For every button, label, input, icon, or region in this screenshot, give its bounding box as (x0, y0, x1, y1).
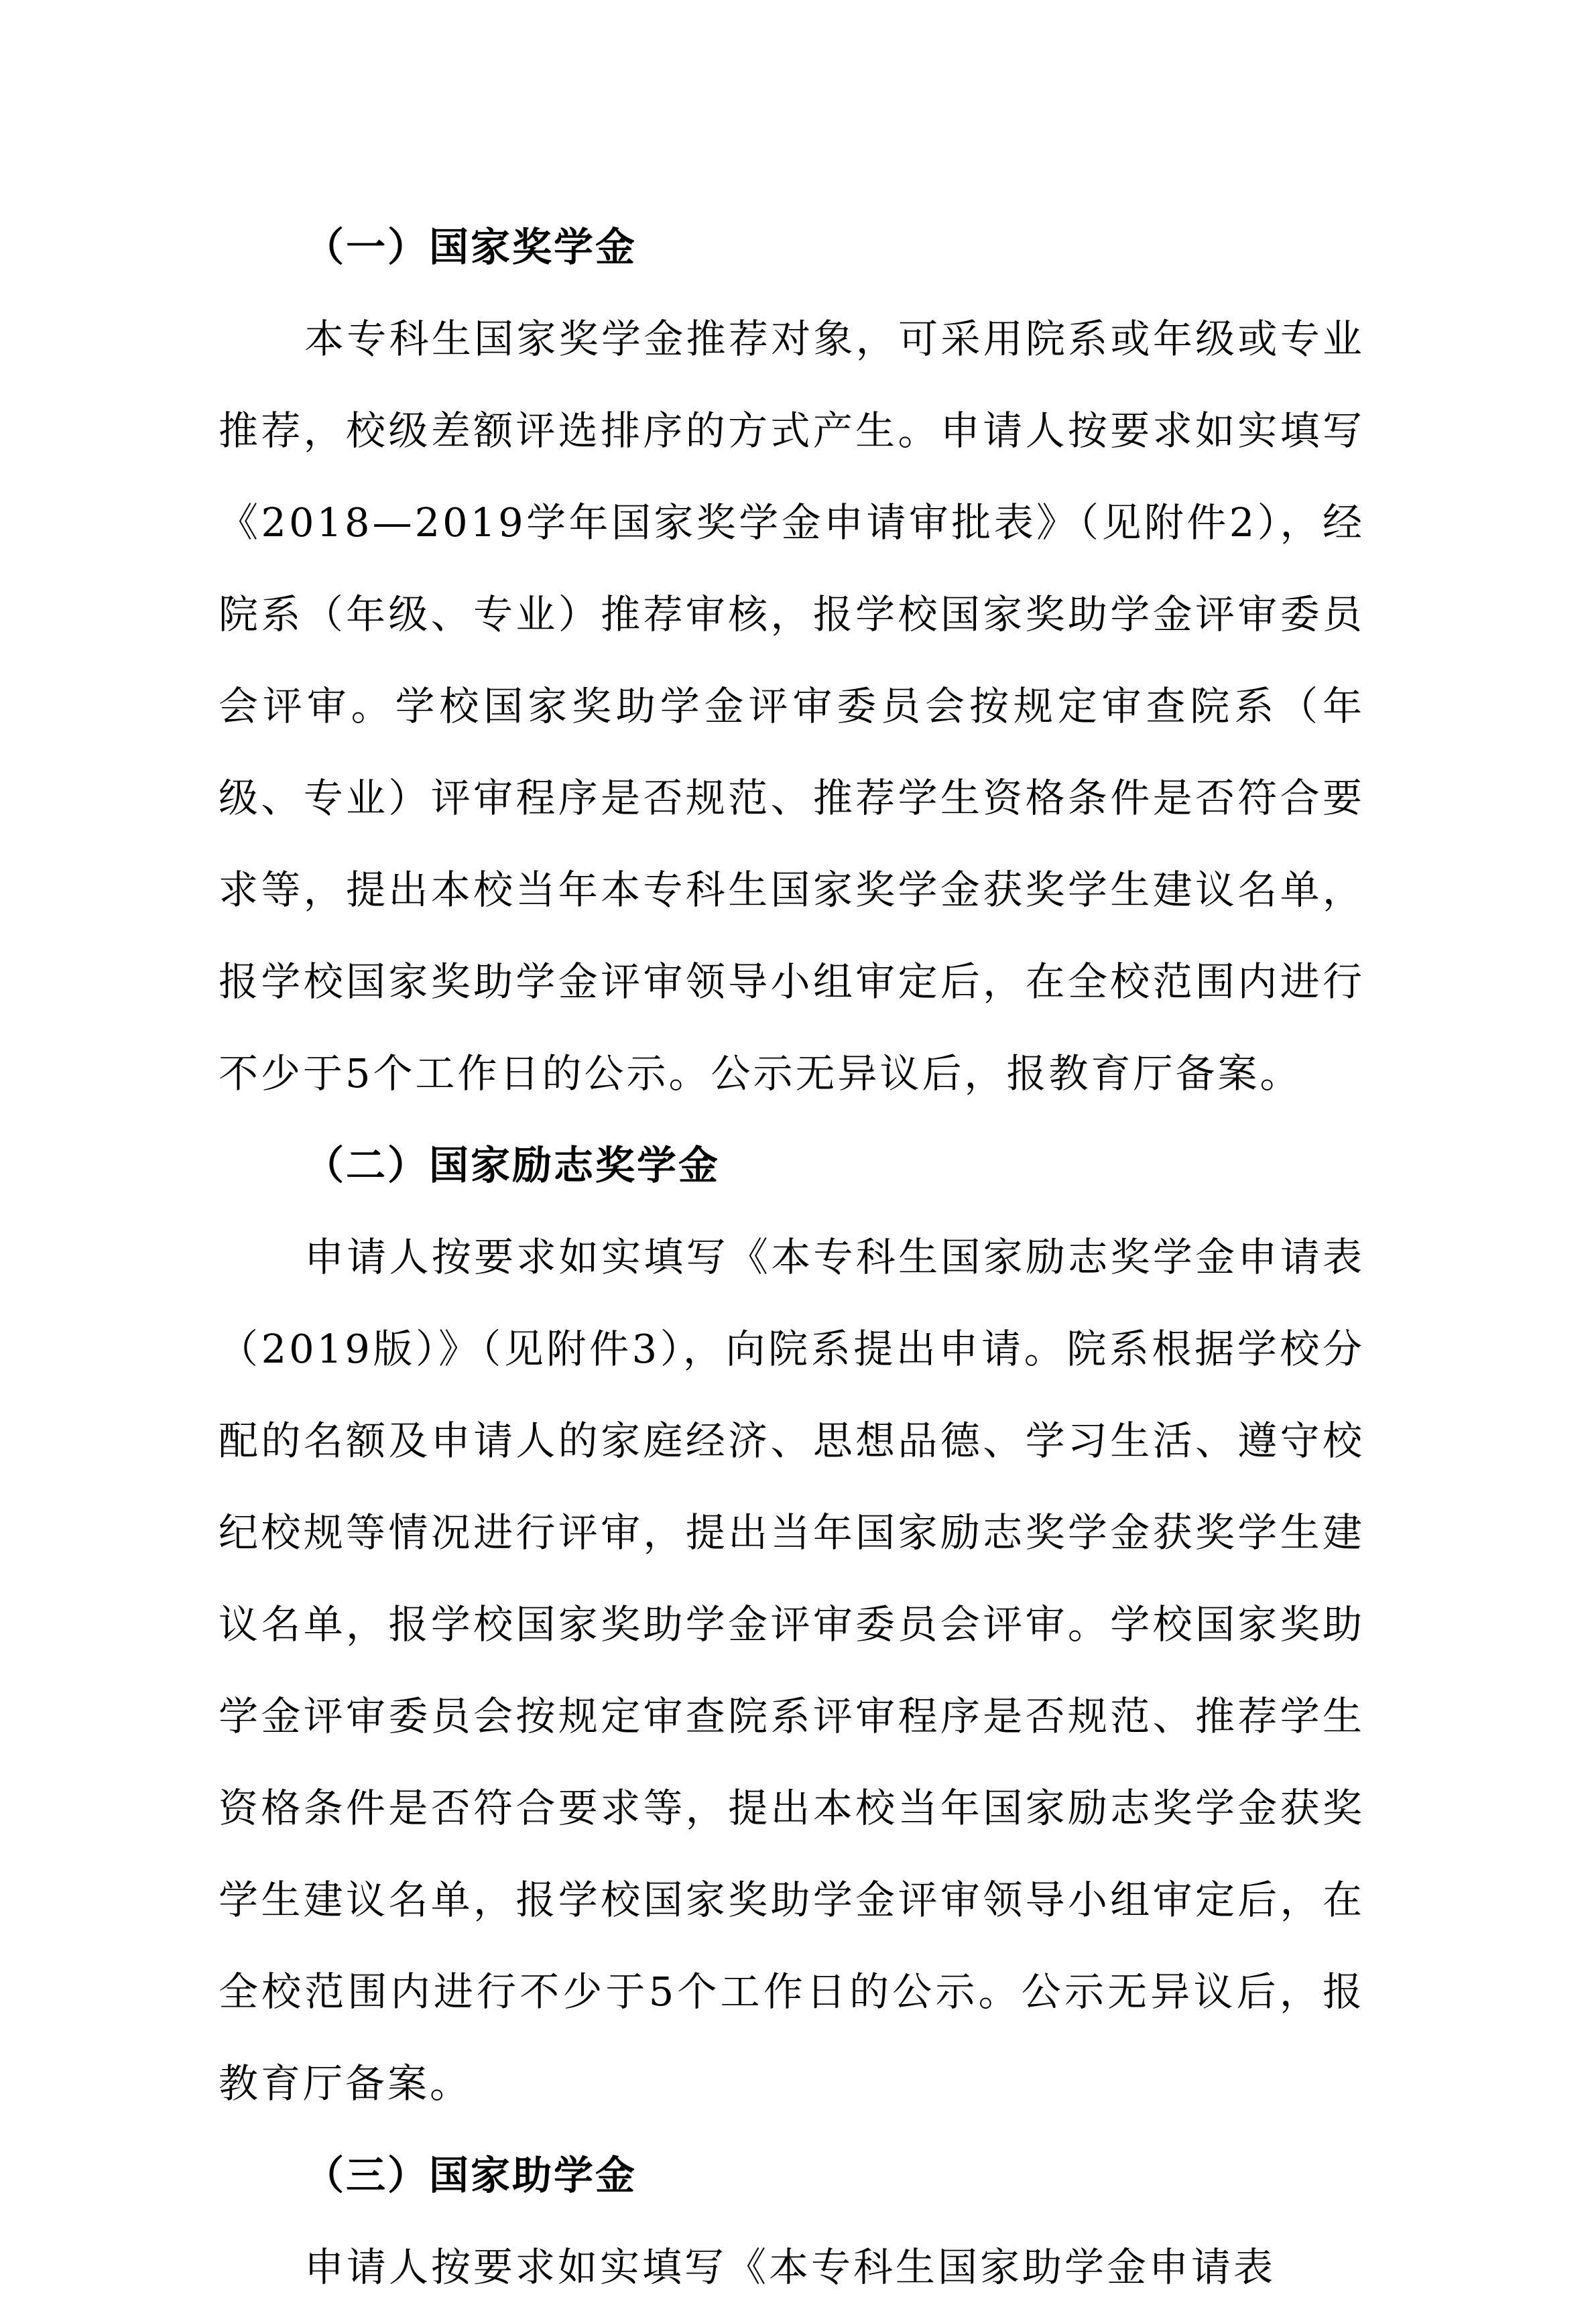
section-body-national-encouragement-scholarship: 申请人按要求如实填写《本专科生国家励志奖学金申请表（2019版）》（见附件3），向院系提出申请。院系根据学校分配的名额及申请人的家庭经济、思想品德、学习生活、遵守校纪校规等情况进行评审，提出当年国家励志奖学金获奖学生建议名单，报学校国家奖助学金评审委员会评审。学校国家奖助学金评审委员会按规定审查院系评审程序是否规范、推荐学生资格条件是否符合要求等，提出本校当年国家励志奖学金获奖学生建议名单，报学校国家奖助学金评审领导小组审定后，在全校范围内进行不少于5个工作日的公示。公示无异议后，报教育厅备案。 (219, 1234, 1365, 2107)
section-heading-national-scholarship: （一）国家奖学金 (304, 224, 637, 270)
section-heading-national-encouragement-scholarship: （二）国家励志奖学金 (304, 1142, 721, 1188)
section-body-national-scholarship: 本专科生国家奖学金推荐对象，可采用院系或年级或专业推荐，校级差额评选排序的方式产生。申请人按要求如实填写《2018—2019学年国家奖学金申请审批表》（见附件2），经院系（年级、专业）推荐审核，报学校国家奖助学金评审委员会评审。学校国家奖助学金评审委员会按规定审查院系（年级、专业）评审程序是否规范、推荐学生资格条件是否符合要求等，提出本校当年本专科生国家奖学金获奖学生建议名单，报学校国家奖助学金评审领导小组审定后，在全校范围内进行不少于5个工作日的公示。公示无异议后，报教育厅备案。 (219, 316, 1365, 1097)
document-content (219, 201, 1365, 2313)
section-heading-national-grant: （三）国家助学金 (304, 2152, 637, 2198)
section-body-national-grant: 申请人按要求如实填写《本专科生国家助学金申请表 (304, 2244, 1276, 2290)
